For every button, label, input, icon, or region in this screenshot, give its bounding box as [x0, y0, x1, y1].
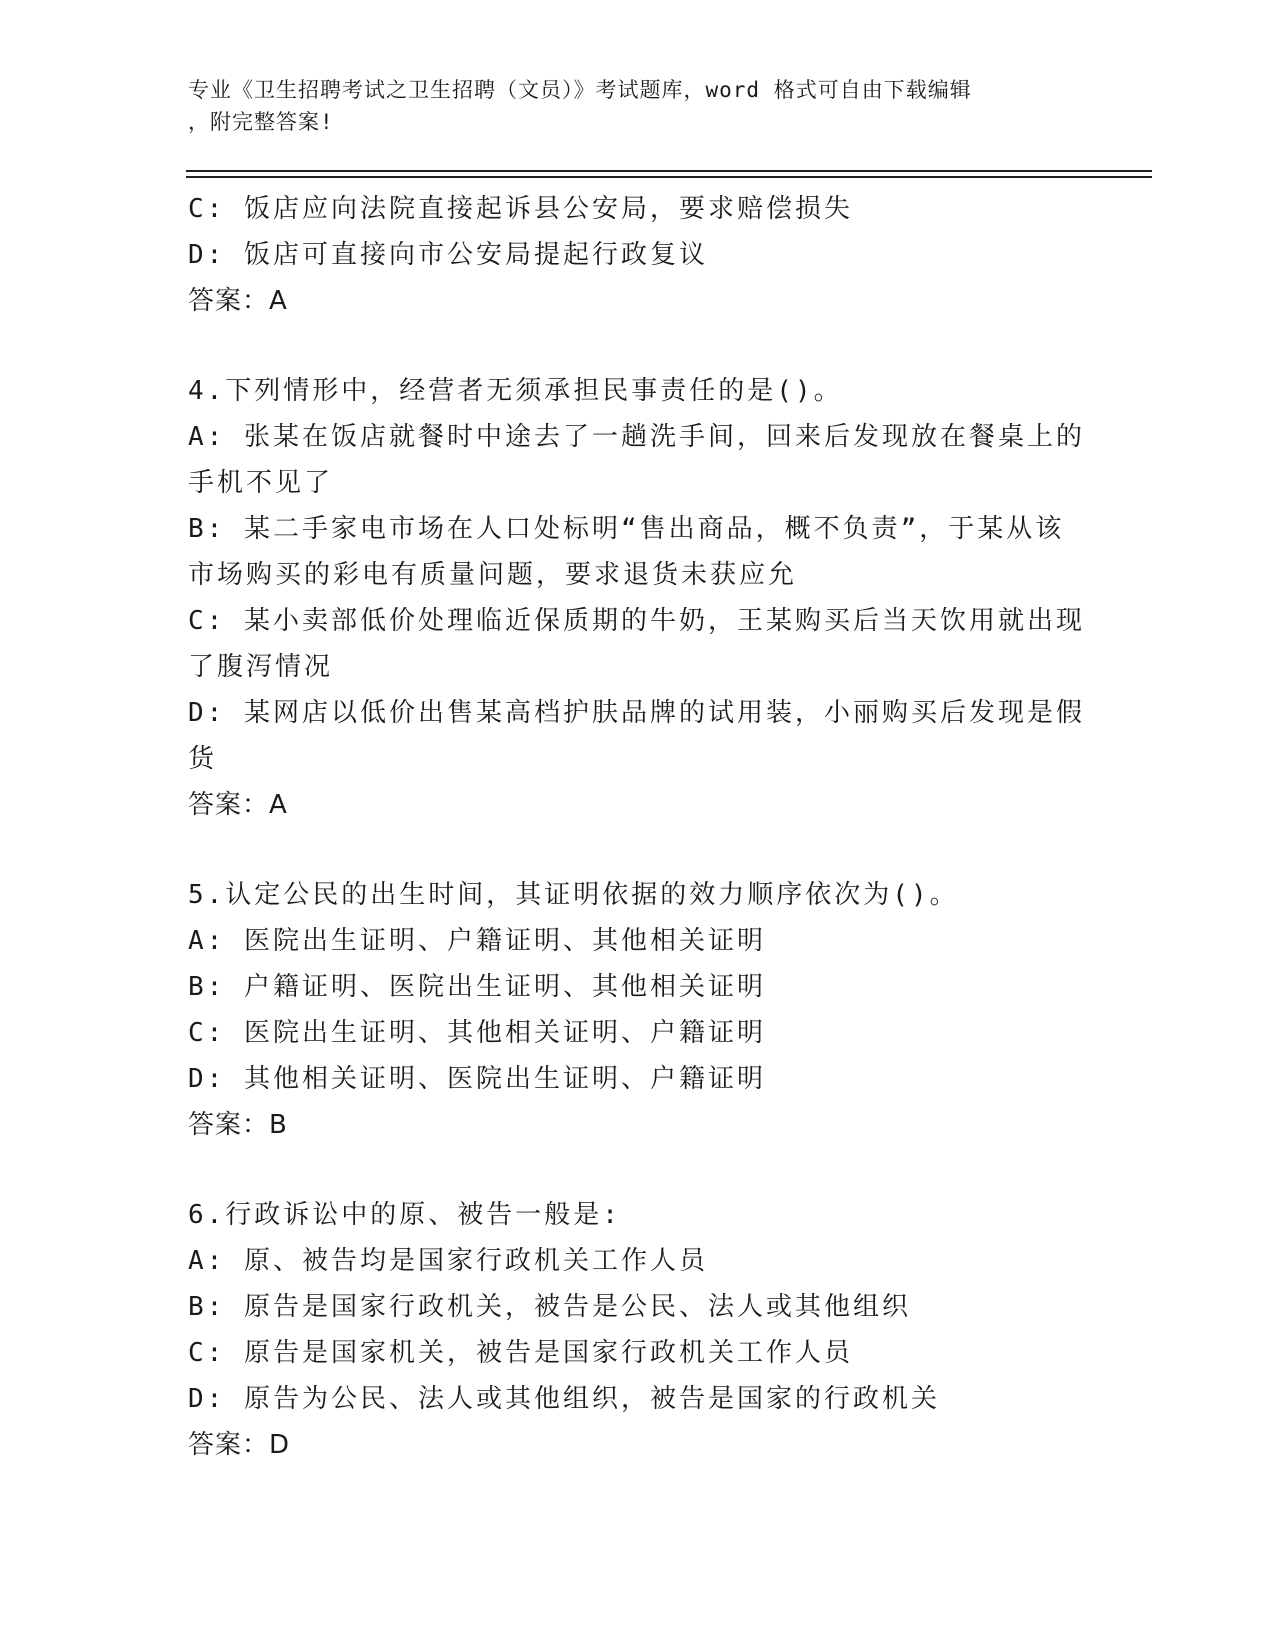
option-b: B: 户籍证明、医院出生证明、其他相关证明	[188, 972, 766, 1002]
header-rule-bottom	[186, 176, 1152, 178]
option-d-cont: 货	[188, 744, 218, 774]
option-a: A: 张某在饭店就餐时中途去了一趟洗手间，回来后发现放在餐桌上的	[188, 422, 1085, 452]
header-line-1: 专业《卫生招聘考试之卫生招聘（文员）》考试题库，word 格式可自由下载编辑	[188, 78, 972, 102]
option-b: B: 原告是国家行政机关，被告是公民、法人或其他组织	[188, 1292, 911, 1322]
option-b-cont: 市场购买的彩电有质量问题，要求退货未获应允	[188, 560, 798, 590]
option-c: C: 饭店应向法院直接起诉县公安局，要求赔偿损失	[188, 194, 853, 224]
answer: 答案：D	[188, 1430, 291, 1460]
question-stem: 4.下列情形中，经营者无须承担民事责任的是()。	[188, 376, 843, 406]
header-line-2: ，附完整答案!	[188, 110, 334, 134]
question-list	[188, 186, 1088, 1468]
option-c: C: 原告是国家机关，被告是国家行政机关工作人员	[188, 1338, 853, 1368]
option-d: D: 某网店以低价出售某高档护肤品牌的试用装，小丽购买后发现是假	[188, 698, 1085, 728]
option-c-cont: 了腹泻情况	[188, 652, 334, 682]
header-rule-top	[186, 170, 1152, 172]
option-d: D: 原告为公民、法人或其他组织，被告是国家的行政机关	[188, 1384, 940, 1414]
option-d: D: 其他相关证明、医院出生证明、户籍证明	[188, 1064, 766, 1094]
answer: 答案：A	[188, 286, 288, 316]
option-b: B: 某二手家电市场在人口处标明“售出商品，概不负责”，于某从该	[188, 514, 1065, 544]
spacer	[188, 828, 1088, 872]
option-a: A: 医院出生证明、户籍证明、其他相关证明	[188, 926, 766, 956]
question-4	[188, 368, 1088, 828]
option-c: C: 某小卖部低价处理临近保质期的牛奶，王某购买后当天饮用就出现	[188, 606, 1085, 636]
question-3-tail	[188, 186, 1088, 324]
option-a: A: 原、被告均是国家行政机关工作人员	[188, 1246, 708, 1276]
spacer	[188, 324, 1088, 368]
option-c: C: 医院出生证明、其他相关证明、户籍证明	[188, 1018, 766, 1048]
option-d: D: 饭店可直接向市公安局提起行政复议	[188, 240, 708, 270]
answer: 答案：B	[188, 1110, 288, 1140]
question-stem: 5.认定公民的出生时间，其证明依据的效力顺序依次为()。	[188, 880, 959, 910]
option-a-cont: 手机不见了	[188, 468, 334, 498]
spacer	[188, 1148, 1088, 1192]
question-5	[188, 872, 1088, 1148]
question-stem: 6.行政诉讼中的原、被告一般是:	[188, 1200, 621, 1230]
document-header	[188, 74, 1088, 138]
question-6	[188, 1192, 1088, 1468]
answer: 答案：A	[188, 790, 288, 820]
